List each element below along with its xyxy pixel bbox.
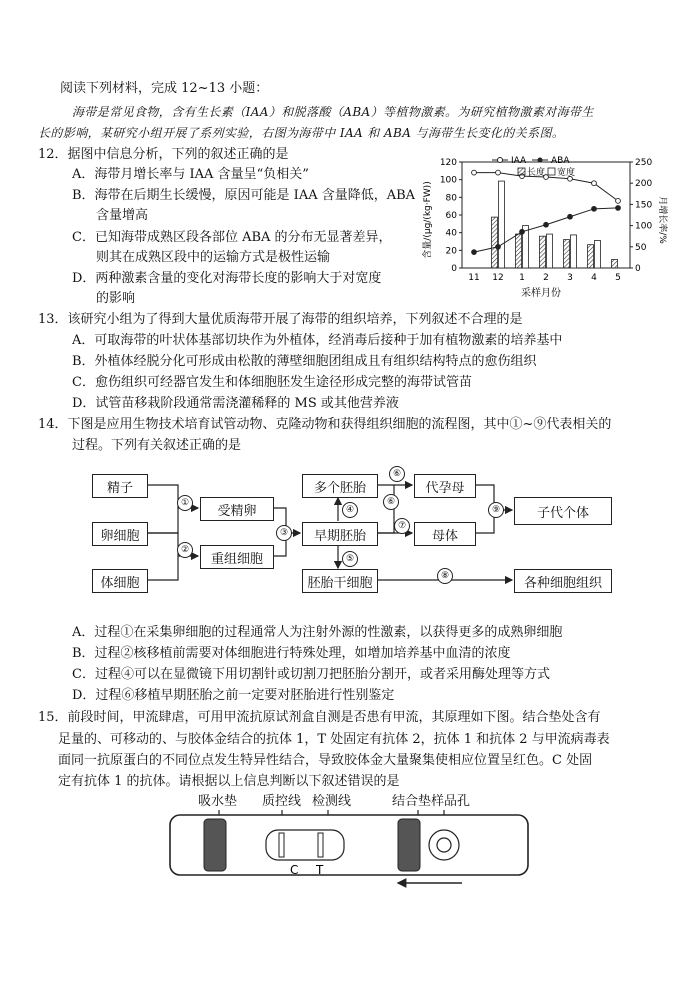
x-tick-label: 1	[519, 273, 525, 283]
y-tick-label: 40	[445, 228, 457, 239]
q12-option-a[interactable]: A．海带月增长率与 IAA 含量呈“负相关”	[72, 167, 309, 182]
step-3-marker: ③	[276, 525, 292, 541]
y-tick-label: 80	[445, 193, 457, 204]
q13-stem: 13．该研究小组为了得到大量优质海带开展了海带的组织培养，下列叙述不合理的是	[38, 312, 523, 327]
step-9-marker: ⑨	[488, 502, 504, 518]
box-offspring: 子代个体	[514, 497, 612, 525]
q13-option-d[interactable]: D．试管苗移栽阶段通常需浇灌稀释的 MS 或其他营养液	[72, 396, 399, 411]
q14-option-a[interactable]: A．过程①在采集卵细胞的过程通常人为注射外源的性激素，以获得更多的成熟卵细胞	[72, 625, 563, 640]
legend-length: 长度	[527, 168, 546, 178]
x-tick-label: 12	[492, 273, 504, 283]
box-sperm: 精子	[92, 474, 148, 498]
y2-axis-label: 月增长率/%	[657, 196, 667, 244]
y-tick-label: 100	[439, 175, 457, 186]
label-conjugate-pad-sample-well: 结合垫样品孔	[392, 794, 471, 809]
x-axis-label: 采样月份	[521, 288, 561, 299]
y2-tick-label: 150	[635, 200, 653, 211]
sample-well-inner	[437, 838, 451, 852]
q13-option-a[interactable]: A．可取海带的叶状体基部切块作为外植体，经消毒后接种于加有植物激素的培养基中	[72, 333, 563, 348]
q15-stem-2: 足量的、可移动的、与胶体金结合的抗体 1，T 处固定有抗体 2，抗体 1 和抗体 2 与甲流病毒表	[58, 732, 610, 747]
step-6-marker: ⑥	[389, 466, 405, 482]
step-7-marker: ⑦	[394, 518, 410, 534]
q14-option-b[interactable]: B．过程②核移植前需要对体细胞进行特殊处理，如增加培养基中血清的浓度	[72, 646, 511, 661]
q12-option-b[interactable]: B．海带在后期生长缓慢，原因可能是 IAA 含量降低，ABA	[72, 188, 416, 203]
y2-tick-label: 100	[635, 221, 653, 232]
control-line	[279, 833, 284, 857]
test-line	[318, 833, 323, 857]
y2-tick-label: 200	[635, 179, 653, 190]
step-5-marker: ⑤	[342, 551, 358, 567]
y-axis-label: 含量/(μg/(kg·FW))	[423, 181, 433, 259]
q14-stem-cont: 过程。下列有关叙述正确的是	[72, 438, 242, 453]
step-2-marker: ②	[177, 542, 193, 558]
q15-stem-1: 15．前段时间，甲流肆虐，可用甲流抗原试剂盒自测是否患有甲流，其原理如下图。结合垫处含有	[38, 710, 601, 725]
legend-iaa: IAA	[511, 156, 527, 166]
box-multiple-embryos: 多个胚胎	[302, 474, 378, 498]
q15-stem-4: 定有抗体 1 的抗体。请根据以上信息判断以下叙述错误的是	[58, 774, 400, 789]
q14-option-d[interactable]: D．过程⑥移植早期胚胎之前一定要对胚胎进行性别鉴定	[72, 688, 395, 703]
t-label: T	[316, 863, 324, 877]
reading-intro: 阅读下列材料，完成 12~13 小题：	[60, 81, 269, 96]
q12-option-b-cont: 含量增高	[96, 208, 149, 223]
step-8-marker: ⑧	[437, 568, 453, 584]
q12-stem: 12．据图中信息分析，下列的叙述正确的是	[38, 147, 289, 162]
y-tick-label: 60	[445, 211, 457, 221]
y-tick-label: 120	[439, 158, 457, 168]
box-mother: 母体	[414, 522, 476, 546]
box-egg: 卵细胞	[92, 522, 148, 546]
box-surrogate-mother: 代孕母	[414, 474, 476, 498]
box-recombined-cell: 重组细胞	[200, 545, 274, 569]
q13-option-c[interactable]: C．愈伤组织可经器官发生和体细胞胚发生途径形成完整的海带试管苗	[72, 375, 472, 390]
x-tick-label: 2	[543, 273, 549, 283]
box-fertilized-egg: 受精卵	[200, 497, 274, 521]
q15-stem-3: 面同一抗原蛋白的不同位点发生特异性结合，导致胶体金大量聚集使相应位置呈红色。C 处固	[58, 753, 593, 768]
result-window	[266, 830, 344, 860]
label-control-line: 质控线	[262, 794, 302, 809]
y2-tick-label: 250	[635, 158, 653, 168]
c-label: C	[290, 863, 299, 877]
y-tick-label: 0	[451, 264, 457, 274]
x-tick-label: 11	[468, 273, 480, 283]
box-somatic-cell: 体细胞	[92, 569, 148, 593]
x-tick-label: 3	[567, 273, 573, 283]
q14-option-c[interactable]: C．过程④可以在显微镜下用切割针或切割刀把胚胎分割开，或者采用酶处理等方式	[72, 667, 550, 682]
y-tick-label: 20	[445, 246, 457, 257]
legend-width: 宽度	[557, 168, 576, 178]
label-absorbent-pad: 吸水垫	[198, 794, 238, 809]
y2-tick-label: 0	[635, 264, 641, 274]
x-tick-label: 5	[615, 273, 621, 283]
y2-tick-label: 50	[635, 242, 647, 253]
q12-option-d[interactable]: D．两种激素含量的变化对海带长度的影响大于对宽度	[72, 271, 382, 286]
q12-option-c[interactable]: C．已知海带成熟区段各部位 ABA 的分布无显著差异，	[72, 230, 392, 245]
q12-option-c-cont: 则其在成熟区段中的运输方式是极性运输	[96, 250, 331, 265]
step-6-marker-b: ⑥	[383, 494, 399, 510]
absorbent-pad	[204, 819, 226, 871]
conjugate-pad	[398, 819, 420, 871]
box-early-embryo: 早期胚胎	[302, 522, 378, 546]
material-line-1: 海带是常见食物，含有生长素（IAA）和脱落酸（ABA）等植物激素。为研究植物激素对海带生	[72, 105, 594, 119]
legend-aba: ABA	[551, 156, 570, 166]
q14-stem: 14．下图是应用生物技术培育试管动物、克隆动物和获得组织细胞的流程图，其中①~⑨代表相关的	[38, 417, 612, 432]
box-embryonic-stem-cell: 胚胎干细胞	[302, 569, 378, 593]
x-tick-label: 4	[591, 273, 597, 283]
step-1-marker: ①	[177, 495, 193, 511]
material-line-2: 长的影响，某研究小组开展了系列实验，右图为海带中 IAA 和 ABA 与海带生长变化的关系图。	[38, 126, 565, 140]
box-tissue-cells: 各种细胞组织	[514, 569, 612, 593]
q12-option-d-cont: 的影响	[96, 291, 136, 306]
q13-option-b[interactable]: B．外植体经脱分化可形成由松散的薄壁细胞团组成且有组织结构特点的愈伤组织	[72, 354, 537, 369]
label-test-line: 检测线	[312, 794, 352, 809]
step-4-marker: ④	[342, 502, 358, 518]
